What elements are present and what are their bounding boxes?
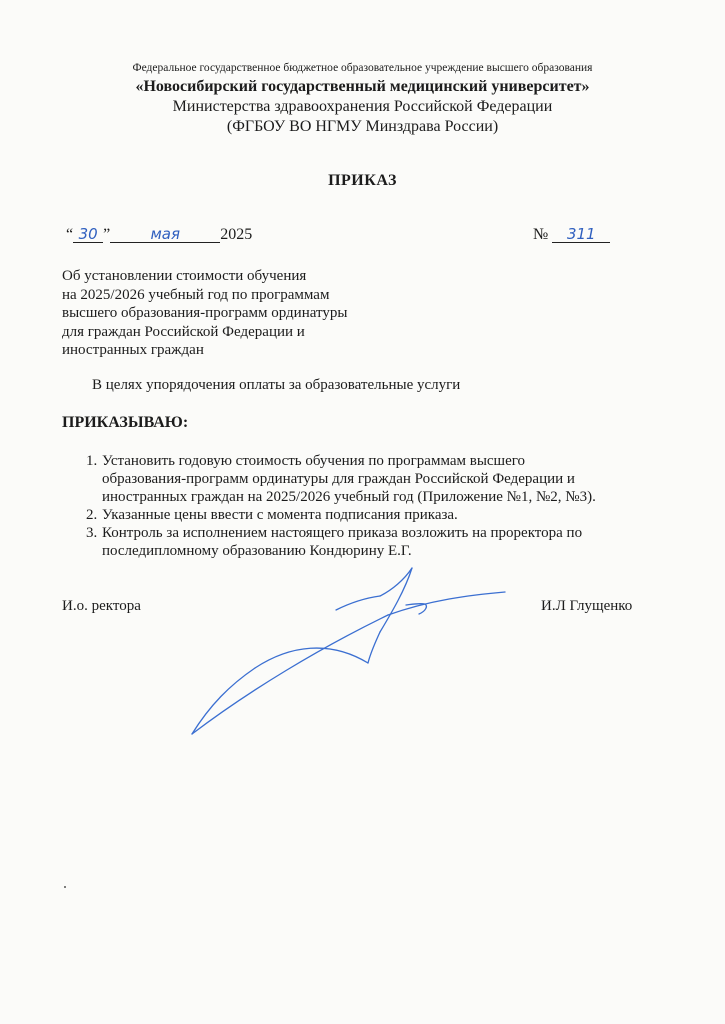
item-line: иностранных граждан на 2025/2026 учебный год (Приложение №1, №2, №3). [102, 489, 596, 505]
number-value: 311 [552, 226, 610, 243]
item-line: Установить годовую стоимость обучения по программам высшего [102, 453, 526, 469]
item-line: Контроль за исполнением настоящего приказа возложить на проректора по [102, 525, 583, 541]
order-number [533, 226, 610, 244]
item-line: образования-программ ординатуры для граждан Российской Федерации и [102, 471, 575, 487]
item-text [102, 506, 656, 524]
organization-type: Федеральное государственное бюджетное образовательное учреждение высшего образования [132, 62, 593, 74]
date-close-quote: ” [103, 226, 111, 243]
subject-line: на 2025/2026 учебный год по программам [62, 286, 330, 303]
subject-line: иностранных граждан [62, 342, 204, 358]
subject-line: высшего образования-программ ординатуры [62, 305, 348, 321]
item-number: 3. [86, 525, 98, 541]
order-item [86, 452, 656, 506]
letterhead [0, 60, 725, 137]
subject-line: для граждан Российской Федерации и [62, 323, 305, 340]
signatory-name: И.Л Глущенко [541, 598, 633, 614]
organization-abbreviation: (ФГБОУ ВО НГМУ Минздрава России) [226, 118, 499, 135]
item-text [102, 452, 656, 506]
order-word: ПРИКАЗЫВАЮ: [62, 414, 189, 431]
item-text [102, 524, 656, 560]
item-number: 2. [86, 507, 98, 523]
date-day: 30 [73, 226, 103, 243]
date-year: 2025 [220, 226, 253, 243]
number-label: № [533, 226, 549, 243]
order-items [86, 452, 656, 560]
order-date [66, 226, 252, 244]
date-open-quote: “ [66, 226, 74, 243]
item-line: последипломному образованию Кондюрину Е.Г. [102, 543, 412, 559]
ministry-name: Министерства здравоохранения Российской Федерации [172, 98, 553, 115]
item-line: Указанные цены ввести с момента подписания приказа. [102, 507, 458, 523]
item-number: 1. [86, 453, 98, 469]
order-item [86, 524, 656, 560]
document-title: ПРИКАЗ [328, 172, 397, 189]
order-purpose: В целях упорядочения оплаты за образовательные услуги [92, 377, 461, 393]
scan-speck [64, 886, 66, 888]
university-name: «Новосибирский государственный медицинский университет» [135, 78, 590, 95]
signatory-title: И.о. ректора [62, 598, 141, 614]
order-item [86, 506, 656, 524]
order-subject [62, 267, 347, 360]
subject-line: Об установлении стоимости обучения [62, 268, 307, 284]
date-month: мая [110, 226, 220, 243]
